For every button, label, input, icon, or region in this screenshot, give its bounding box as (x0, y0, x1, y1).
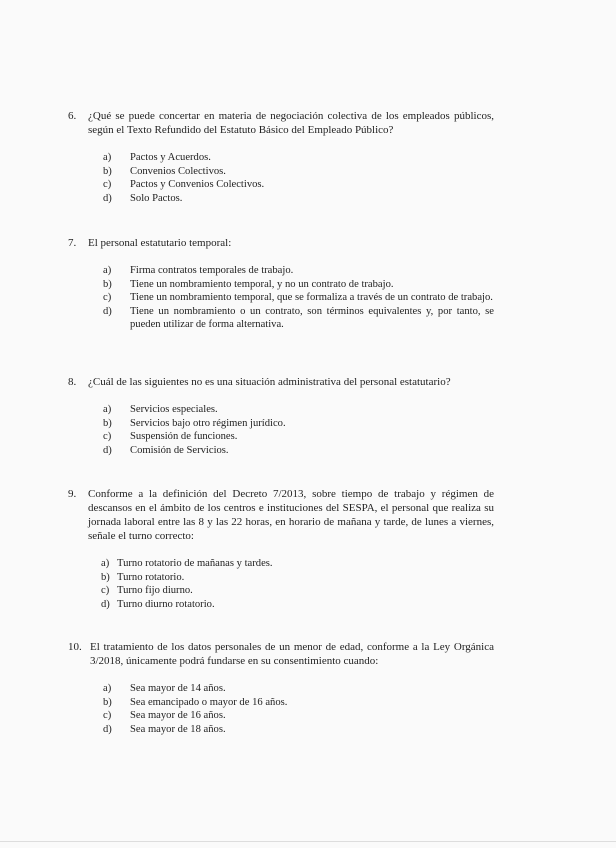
option-letter: b) (103, 417, 112, 429)
option-a (103, 403, 494, 417)
option-text: Comisión de Servicios. (130, 444, 229, 456)
option-text: Firma contratos temporales de trabajo. (130, 265, 294, 276)
option-d (103, 305, 494, 332)
option-letter: a) (103, 404, 112, 415)
option-text: Pactos y Convenios Colectivos. (130, 179, 265, 191)
option-text: Turno rotatorio de mañanas y tardes. (117, 558, 273, 569)
option-letter: d) (103, 444, 112, 456)
option-text: Convenios Colectivos. (130, 165, 226, 177)
option-b (103, 278, 494, 292)
option-text: Servicios bajo otro régimen jurídico. (130, 417, 286, 429)
option-letter: d) (103, 192, 112, 204)
option-c (103, 709, 494, 723)
option-a (101, 557, 494, 571)
option-letter: c) (101, 585, 110, 597)
option-c (103, 291, 494, 305)
option-text: Suspensión de funciones. (130, 431, 238, 443)
option-c (101, 584, 494, 598)
option-d (101, 598, 494, 612)
option-letter: c) (103, 710, 112, 722)
option-text: Sea mayor de 18 años. (130, 723, 226, 735)
option-d (103, 723, 494, 737)
option-text: Turno diurno rotatorio. (117, 598, 215, 610)
option-b (103, 417, 494, 431)
question-6 (68, 109, 494, 205)
option-letter: b) (103, 165, 112, 177)
page-edge-divider (0, 841, 616, 842)
question-10 (68, 640, 494, 736)
option-b (103, 165, 494, 179)
question-text: ¿Cuál de las siguientes no es una situación administrativa del personal estatutario? (88, 376, 451, 388)
option-text: Sea mayor de 16 años. (130, 710, 226, 722)
option-text: Sea mayor de 14 años. (130, 683, 226, 694)
option-letter: d) (103, 305, 112, 317)
option-text: Turno fijo diurno. (117, 585, 193, 597)
question-number: 9. (68, 488, 77, 500)
option-text: Sea emancipado o mayor de 16 años. (130, 696, 288, 708)
option-letter: d) (103, 723, 112, 735)
question-7 (68, 236, 494, 332)
option-letter: a) (103, 683, 112, 694)
option-letter: a) (101, 558, 110, 569)
option-a (103, 682, 494, 696)
option-letter: c) (103, 179, 112, 191)
option-text: Solo Pactos. (130, 192, 183, 204)
option-letter: b) (101, 571, 110, 583)
option-c (103, 430, 494, 444)
option-text: Pactos y Acuerdos. (130, 152, 211, 163)
question-number: 7. (68, 237, 77, 249)
option-text: Turno rotatorio. (117, 571, 185, 583)
question-text: ¿Qué se puede concertar en materia de negociación colectiva de los empleados públicos, según el Texto Refundido del Estatuto Básico del Empleado Público? (88, 110, 494, 136)
option-letter: c) (103, 431, 112, 443)
option-letter: b) (103, 278, 112, 290)
option-letter: b) (103, 696, 112, 708)
option-d (103, 192, 494, 206)
option-b (103, 696, 494, 710)
question-text: El tratamiento de los datos personales de un menor de edad, conforme a la Ley Orgánica 3/2018, únicamente podrá fundarse en su consentimiento cuando: (90, 641, 494, 667)
option-letter: d) (101, 598, 110, 610)
option-letter: c) (103, 292, 112, 304)
option-text: Servicios especiales. (130, 404, 218, 415)
option-text: Tiene un nombramiento o un contrato, son términos equivalentes y, por tanto, se pueden utilizar de forma alternativa. (130, 305, 494, 331)
option-a (103, 264, 494, 278)
option-letter: a) (103, 265, 112, 276)
option-b (101, 571, 494, 585)
question-number: 10. (68, 641, 82, 653)
question-text: Conforme a la definición del Decreto 7/2013, sobre tiempo de trabajo y régimen de descansos en el ámbito de los centros e instituciones del SESPA, el personal que realiza su jornada laboral entre las 8 y las 22 horas, en horario de mañana y tarde, de lunes a viernes, señale el turno correcto: (88, 488, 494, 542)
option-text: Tiene un nombramiento temporal, y no un contrato de trabajo. (130, 278, 394, 290)
question-9 (68, 487, 494, 611)
question-text: El personal estatutario temporal: (88, 237, 232, 249)
question-number: 6. (68, 110, 77, 122)
question-number: 8. (68, 376, 77, 388)
option-text: Tiene un nombramiento temporal, que se formaliza a través de un contrato de trabajo. (130, 292, 493, 304)
option-c (103, 178, 494, 192)
option-a (103, 151, 494, 165)
option-letter: a) (103, 152, 112, 163)
question-8 (68, 375, 494, 457)
option-d (103, 444, 494, 458)
